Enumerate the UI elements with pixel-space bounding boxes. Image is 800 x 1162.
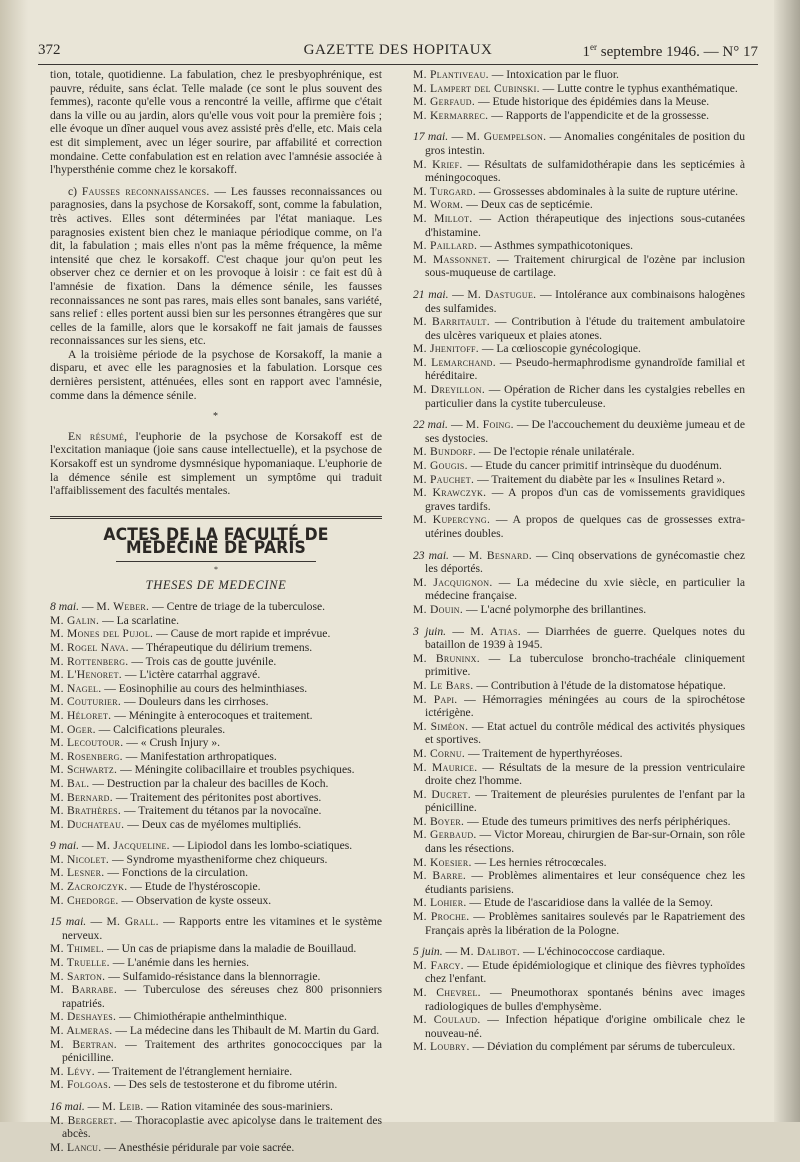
author-name: M. Lesner.	[50, 866, 105, 880]
thesis-title: — Lipiodol dans les lombo-sciatiques.	[169, 839, 353, 853]
thesis-title: — Action thérapeutique des injections sous-cutanées d'histamine.	[425, 211, 745, 239]
thesis-entry	[50, 1038, 382, 1065]
thesis-entry	[50, 627, 382, 641]
thesis-title: — Centre de triage de la tuberculose.	[149, 600, 326, 614]
thesis-entry	[50, 866, 382, 880]
heading-underline	[116, 561, 316, 562]
thesis-entry	[413, 747, 745, 761]
thesis-title: — Syndrome myastheniforme chez chiqueurs.	[109, 852, 328, 866]
thesis-title: — Observation de kyste osseux.	[118, 893, 272, 907]
thesis-title: — Les hernies rétrocœcales.	[471, 855, 607, 869]
thesis-entry	[413, 486, 745, 513]
thesis-title: — Etat actuel du contrôle médical des activités physiques et sportives.	[425, 719, 745, 747]
author-name: M. Truelle.	[50, 956, 110, 970]
author-name: M. Kermarrec.	[413, 108, 489, 122]
thesis-entry	[50, 695, 382, 709]
author-name: M. Coulaud.	[413, 1013, 481, 1027]
thesis-title: — La scarlatine.	[99, 613, 180, 627]
thesis-title: — Etude du cancer primitif intrinsèque du duodénum.	[467, 459, 722, 473]
thesis-entry	[50, 1024, 382, 1038]
issue-date-day: 1	[582, 44, 591, 60]
author-name: M. Atias.	[470, 624, 521, 638]
author-name: M. Papi.	[413, 692, 458, 706]
thesis-title: — Asthmes sympathicotoniques.	[477, 239, 634, 253]
thesis-entry	[50, 804, 382, 818]
section-double-rule	[50, 516, 382, 519]
page-number: 372	[38, 42, 61, 58]
thesis-entry	[413, 693, 745, 720]
thesis-entry	[413, 576, 745, 603]
thesis-day-group	[50, 600, 382, 831]
thesis-entry	[413, 342, 745, 356]
resume-body: l'euphorie de la psychose de Korsakoff est de l'excitation maniaque (joie sans cause intellectuelle), et la psychose de Korsakoff est un syndrome dysmnésique hypomaniaque. L'euphorie de la démence sénile est simplement un symptôme qui traduit l'affaiblissement des facultés mentales.	[50, 429, 383, 498]
thesis-entry	[50, 983, 382, 1010]
author-name: M. Oger.	[50, 722, 96, 736]
thesis-day-group	[413, 945, 745, 1054]
thesis-date: 16 mai.	[50, 1099, 85, 1113]
thesis-entry	[50, 777, 382, 791]
thesis-entry	[413, 198, 745, 212]
author-name: M. L'Henoret.	[50, 668, 122, 682]
thesis-entry	[413, 761, 745, 788]
thesis-title: — Des sels de testosterone et du fibrome utérin.	[111, 1078, 338, 1092]
author-name: M. Rottenberg.	[50, 654, 129, 668]
thesis-entry	[413, 185, 745, 199]
thesis-title: — Problèmes alimentaires et leur conséquence chez les étudiants parisiens.	[425, 869, 745, 896]
author-name: M. Proche.	[413, 910, 470, 924]
thesis-entry	[413, 856, 745, 870]
thesis-entry	[50, 750, 382, 764]
thesis-title: — La tuberculose broncho-trachéale cliniquement primitive.	[425, 651, 745, 679]
thesis-entry	[413, 720, 745, 747]
thesis-entry	[413, 253, 745, 280]
thesis-title: — Tuberculose des séreuses chez 800 prisonniers rapatriés.	[62, 983, 382, 1010]
thesis-date: 3 juin.	[413, 624, 447, 638]
thesis-title: — Chimiothérapie anthelminthique.	[116, 1010, 287, 1024]
thesis-title: — Anesthésie péridurale par voie sacrée.	[101, 1140, 295, 1154]
thesis-entry	[50, 655, 382, 669]
thesis-date: 17 mai.	[413, 130, 449, 144]
thesis-title: — Contribution à l'étude du traitement ambulatoire des ulcères variqueux et plaies atones.	[425, 315, 746, 342]
thesis-day-group	[413, 625, 745, 938]
thesis-title: — Manifestation arthropatiques.	[122, 749, 277, 763]
thesis-entry	[413, 68, 745, 82]
thesis-title: — Douleurs dans les cirrhoses.	[121, 695, 269, 709]
thesis-entry	[50, 668, 382, 682]
author-name: M. Galin.	[50, 613, 100, 627]
thesis-title: — Traitement des arthrites gonococciques par la pénicilline.	[62, 1037, 382, 1065]
author-name: M. Loubry.	[413, 1040, 470, 1054]
thesis-title: — La médecine dans les Thibault de M. Martin du Gard.	[112, 1024, 380, 1037]
thesis-title: — Trois cas de goutte juvénile.	[128, 654, 277, 668]
thesis-title: — Contribution à l'étude de la distomatose hépatique.	[473, 678, 726, 692]
thesis-title: — Traitement du tétanos par la novocaïne.	[121, 804, 322, 818]
author-name: M. Koesier.	[413, 855, 472, 869]
thesis-title: — Problèmes sanitaires soulevés par le Rapatriement des Français après la libération de la Pologne.	[425, 910, 745, 937]
author-name: M. Siméon.	[413, 719, 469, 733]
thesis-day-group	[50, 1100, 382, 1154]
thesis-title: — L'échinococcose cardiaque.	[520, 945, 666, 959]
thesis-title: — Thérapeutique du délirium tremens.	[128, 640, 313, 654]
author-name: M. Leib.	[102, 1099, 144, 1113]
spacer	[50, 177, 382, 185]
author-name: M. Jacquignon.	[413, 575, 493, 589]
author-name: M. Barritault.	[413, 315, 490, 329]
thesis-date: 15 mai.	[50, 915, 87, 929]
thesis-title: — L'ictère catarrhal aggravé.	[122, 668, 261, 682]
thesis-title: — Traitement des péritonites post abortives.	[112, 790, 322, 804]
paragraph-body: — Les fausses reconnaissances ou paragnosies, dans la psychose de Korsakoff, sont, comme la fabulation, très actives. Elles sont déterminées par l'état maniaque. Les paragnosies existent bien chez le maniaque périodique comme, on l'a dit, la fabulation ; mais elles n'ont pas la même fréquence, la même intensité que chez le korsakoff. C'est chaque jour qu'on peut les observer chez ce dernier et on les provoque à loisir : ce fait est dû à l'amnésie de fixation. Dans la démence sénile, les fausses reconnaissances ne sont pas rares, mais elles sont banales, sans variété, sans relief : elles portent aussi bien sur les personnes étrangères que sur celles de la famille, alors que le korsakoff ne fait jamais de fausses reconnaissances sur les siens, etc.	[50, 184, 382, 348]
author-name: M. Ducret.	[413, 787, 471, 801]
author-name: M. Dastugue.	[467, 287, 537, 301]
thesis-title: — Thoracoplastie avec apicolyse dans le traitement des abcès.	[62, 1113, 382, 1141]
thesis-entry	[413, 869, 745, 896]
author-name: M. Cornu.	[413, 746, 466, 760]
thesis-entry	[413, 986, 745, 1013]
author-name: M. Lemarchand.	[413, 355, 496, 369]
author-name: M. Massonnet.	[413, 252, 492, 266]
author-name: M. Lévy.	[50, 1064, 95, 1078]
thesis-title: — Traitement de l'étranglement herniaire.	[94, 1064, 293, 1078]
author-name: M. Héloret.	[50, 708, 112, 722]
author-name: M. Bruninx.	[413, 651, 480, 665]
thesis-title: — Hémorragies méningées au cours de la spirochétose ictérigène.	[425, 692, 745, 720]
thesis-entry: 21 mai. — M. Dastugue. — Intolérance aux combinaisons halogènes des sulfamides.	[413, 287, 746, 315]
thesis-title: — Lutte contre le typhus exanthématique.	[539, 81, 738, 95]
thesis-entry	[413, 828, 745, 855]
thesis-entry	[50, 880, 382, 894]
thesis-entry	[413, 315, 745, 342]
thesis-title: — Etude épidémiologique et clinique des fièvres typhoïdes chez l'enfant.	[425, 958, 745, 986]
author-name: M. Couturier.	[50, 695, 122, 709]
thesis-entry	[50, 723, 382, 737]
author-name: M. Barrabe.	[50, 983, 118, 997]
thesis-entry	[413, 109, 745, 123]
author-name: M. Dalibot.	[460, 945, 521, 959]
issue-date	[583, 42, 758, 61]
author-name: M. Douin.	[413, 602, 464, 616]
author-name: M. Krawczyk.	[413, 486, 487, 500]
theses-lead-entries	[413, 68, 745, 122]
thesis-title: — Résultats de sulfamidothérapie dans les septicémies à méningocoques.	[425, 157, 745, 185]
thesis-title: — Déviation du complément par sérums de tuberculeux.	[469, 1040, 736, 1054]
issue-date-suffix: er	[590, 42, 598, 52]
author-name: M. Lampert del Cubinski.	[413, 81, 540, 95]
thesis-title: — La cœlioscopie gynécologique.	[478, 342, 641, 356]
author-name: M. Chevrel.	[413, 986, 481, 999]
thesis-title: — A propos d'un cas de vomissements gravidiques graves tardifs.	[425, 486, 745, 513]
author-name: M. Bernard.	[50, 790, 113, 804]
right-column	[413, 68, 745, 1062]
thesis-date: 22 mai.	[413, 418, 448, 432]
author-name: M. Gerfaud.	[413, 95, 476, 109]
thesis-entry	[413, 459, 745, 473]
thesis-entry: 16 mai. — M. Leib. — Ration vitaminée des sous-mariniers.	[50, 1099, 333, 1113]
author-name: M. Pauchet.	[413, 472, 475, 486]
thesis-entry	[413, 239, 745, 253]
thesis-entry	[50, 791, 382, 805]
author-name: M. Nicolet.	[50, 852, 110, 866]
author-name: M. Besnard.	[468, 548, 532, 562]
author-name: M. Mones del Pujol.	[50, 627, 154, 641]
subheading-theses: THESES DE MEDECINE	[145, 577, 287, 592]
thesis-title: — Cause de mort rapide et imprévue.	[153, 627, 331, 641]
thesis-day-group	[413, 549, 745, 617]
article-continuation: tion, totale, quotidienne. La fabulation, chez le presbyophrénique, est pauvre, réduite, sans éclat. Telle malade (ce sont le plus souvent des femmes), raconte qu'elle vous a rencontré la veille, affirme que c'était dans la ville ou au jardin, alors qu'elle vous voit pour la première fois ; elle évoque un dîner auquel vous avez assisté près d'elle, etc. Mais cela est dit simplement, avec un léger sourire, par affabilité et correction mondaine. Cette confabulation est en relation avec l'amnésie associée à l'hypersthénie comme chez le korsakoff.	[50, 68, 382, 177]
thesis-entry	[413, 788, 745, 815]
thesis-title: — Opération de Richer dans les cystalgies rebelles en particulier dans la cystite tuberculeuse.	[425, 383, 745, 410]
thesis-title: — Traitement du diabète par les « Insulines Retard ».	[474, 472, 726, 486]
author-name: M. Paillard.	[413, 239, 478, 253]
author-name: M. Worm.	[413, 198, 464, 212]
author-name: M. Sarton.	[50, 969, 106, 983]
author-name: M. Weber.	[96, 600, 150, 614]
thesis-entry	[50, 818, 382, 832]
thesis-entry	[50, 736, 382, 750]
thesis-entry: 23 mai. — M. Besnard. — Cinq observations de gynécomastie chez les déportés.	[413, 548, 745, 576]
author-name: M. Duchateau.	[50, 817, 125, 831]
thesis-title: — Intolérance aux combinaisons halogènes des sulfamides.	[425, 287, 746, 315]
thesis-date: 21 mai.	[413, 287, 449, 301]
author-name: M. Bertran.	[50, 1037, 117, 1051]
thesis-title: — Victor Moreau, chirurgien de Bar-sur-Ornain, son rôle dans les résections.	[425, 828, 745, 856]
author-name: M. Gougis.	[413, 459, 468, 473]
thesis-title: — Cinq observations de gynécomastie chez les déportés.	[425, 548, 745, 576]
thesis-title: — Fonctions de la circulation.	[104, 866, 249, 880]
paragraph-troisieme-periode: A la troisième période de la psychose de Korsakoff, la manie a disparu, et avec elle les paragnosies et la fabulation. Lorsque ces dernières persistent, atténuées, elles sont en rapport avec l'amnésie, comme dans la démence sénile.	[50, 347, 382, 402]
author-name: M. Farcy.	[413, 958, 464, 972]
author-name: M. Rosenberg.	[50, 749, 123, 763]
theses-list-right	[413, 130, 745, 1054]
thesis-entry	[413, 158, 745, 185]
author-name: M. Deshayes.	[50, 1010, 117, 1024]
thesis-entry: 17 mai. — M. Guempelson. — Anomalies congénitales de position du gros intestin.	[413, 130, 746, 157]
thesis-title: — Sulfamido-résistance dans la blennorragie.	[105, 969, 321, 983]
thesis-title: — L'acné polymorphe des brillantines.	[463, 602, 647, 616]
thesis-day-group	[50, 915, 382, 1092]
thesis-title: — Rapports de l'appendicite et de la grossesse.	[488, 108, 709, 122]
author-name: M. Guempelson.	[466, 130, 547, 144]
thesis-entry	[413, 1013, 745, 1040]
author-name: M. Chedorge.	[50, 893, 119, 907]
thesis-entry: 9 mai. — M. Jacqueline. — Lipiodol dans les lombo-sciatiques.	[50, 839, 353, 853]
heading-star: *	[214, 565, 218, 574]
author-name: M. Jacqueline.	[96, 839, 170, 853]
thesis-day-group	[413, 288, 745, 410]
resume-title: En résumé,	[68, 429, 128, 443]
author-name: M. Maurice.	[413, 760, 478, 774]
thesis-entry	[413, 815, 745, 829]
thesis-entry	[413, 212, 745, 239]
thesis-title: — Rapports entre les vitamines et le système nerveux.	[62, 915, 383, 942]
author-name: M. Thimel.	[50, 942, 105, 956]
thesis-entry	[413, 603, 745, 617]
author-name: M. Lancu.	[50, 1140, 102, 1154]
thesis-entry: 22 mai. — M. Foing. — De l'accouchement du deuxième jumeau et de ses dystocies.	[413, 418, 746, 445]
author-name: M. Gerbaud.	[413, 828, 477, 842]
author-name: M. Lecoutour.	[50, 736, 124, 750]
left-column	[50, 68, 382, 1162]
thesis-title: — « Crush Injury ».	[123, 736, 221, 750]
author-name: M. Barre.	[413, 869, 467, 883]
author-name: M. Plantiveau.	[413, 68, 489, 81]
thesis-title: — Etude de l'hystéroscopie.	[127, 880, 261, 894]
thesis-title: — Un cas de priapisme dans la maladie de Bouillaud.	[104, 942, 357, 956]
author-name: M. Boyer.	[413, 814, 465, 828]
thesis-title: — Etude historique des épidémies dans la Meuse.	[475, 95, 710, 109]
author-name: M. Zacrojczyk.	[50, 880, 128, 894]
author-name: M. Turgard.	[413, 184, 476, 198]
thesis-entry	[50, 853, 382, 867]
thesis-entry	[413, 383, 745, 410]
author-name: M. Almeras.	[50, 1024, 113, 1037]
paragraph-fausses-reconnaissances	[50, 185, 382, 348]
author-name: M. Dreyillon.	[413, 383, 486, 397]
author-name: M. Brathères.	[50, 804, 122, 818]
thesis-title: — Eosinophilie au cours des helminthiases.	[101, 681, 308, 695]
thesis-title: — Pneumothorax spontanés bénins avec images radiologiques de bulles d'emphysème.	[425, 986, 745, 1013]
thesis-entry	[50, 942, 382, 956]
thesis-title: — Ration vitaminée des sous-mariniers.	[143, 1099, 333, 1113]
thesis-title: — Deux cas de septicémie.	[463, 198, 593, 212]
author-name: M. Nagel.	[50, 681, 102, 695]
author-name: M. Bergeret.	[50, 1113, 117, 1127]
author-name: M. Jhenitoff.	[413, 342, 479, 356]
thesis-title: — Grossesses abdominales à la suite de rupture utérine.	[475, 184, 739, 198]
thesis-entry	[50, 1065, 382, 1079]
thesis-title: — Etude de l'ascaridiose dans la vallée de la Semoy.	[466, 896, 713, 910]
thesis-entry	[50, 709, 382, 723]
thesis-title: — Méningite colibacillaire et troubles psychiques.	[117, 763, 355, 777]
thesis-title: — Deux cas de myélomes multipliés.	[124, 817, 302, 831]
thesis-title: — Traitement de pleurésies purulentes de l'enfant par la pénicilline.	[425, 787, 745, 815]
thesis-title: — La médecine du xvie siècle, en particulier la médecine française.	[425, 575, 745, 603]
thesis-title: — Méningite à enterocoques et traitement.	[111, 708, 313, 722]
thesis-entry	[413, 959, 745, 986]
thesis-title: — Anomalies congénitales de position du gros intestin.	[425, 130, 746, 157]
author-name: M. Foing.	[465, 418, 514, 432]
thesis-entry: 15 mai. — M. Grall. — Rapports entre les vitamines et le système nerveux.	[50, 915, 383, 942]
paragraph-resume	[50, 430, 382, 498]
thesis-entry	[413, 513, 745, 540]
author-name: M. Grall.	[106, 915, 159, 929]
thesis-entry	[50, 970, 382, 984]
thesis-title: — Intoxication par le fluor.	[488, 68, 619, 81]
thesis-entry	[50, 894, 382, 908]
author-name: M. Bal.	[50, 776, 90, 790]
author-name: M. Schwartz.	[50, 763, 118, 777]
thesis-title: — Infection hépatique d'origine ombilicale chez le nouveau-né.	[425, 1013, 745, 1040]
author-name: M. Kupercyng.	[413, 513, 491, 527]
thesis-entry: 5 juin. — M. Dalibot. — L'échinococcose cardiaque.	[413, 945, 666, 959]
thesis-entry	[413, 910, 745, 937]
thesis-title: — De l'accouchement du deuxième jumeau et de ses dystocies.	[425, 418, 746, 445]
thesis-title: — De l'ectopie rénale unilatérale.	[475, 445, 635, 459]
thesis-entry	[50, 1141, 382, 1155]
thesis-title: — Etude des tumeurs primitives des nerfs périphériques.	[464, 814, 731, 828]
thesis-entry	[50, 1010, 382, 1024]
header-rule	[38, 64, 758, 65]
thesis-entry	[413, 356, 745, 383]
thesis-title: — Pseudo-hermaphrodisme gynandroïde familial et héréditaire.	[425, 355, 745, 383]
thesis-day-group	[50, 839, 382, 907]
thesis-title: — Calcifications pleurales.	[95, 722, 226, 736]
thesis-day-group	[413, 418, 745, 540]
thesis-entry	[50, 763, 382, 777]
author-name: M. Rogel Nava.	[50, 640, 129, 654]
thesis-day-group	[413, 130, 745, 280]
thesis-date: 9 mai.	[50, 839, 79, 853]
thesis-entry	[413, 679, 745, 693]
thesis-title: — Résultats de la mesure de la pression ventriculaire droite chez l'homme.	[425, 760, 745, 788]
thesis-title: — Diarrhées de guerre. Quelques notes du bataillon de 1939 à 1945.	[425, 624, 746, 652]
thesis-entry	[50, 641, 382, 655]
thesis-title: — A propos de quelques cas de grossesses extra-utérines doubles.	[425, 513, 745, 540]
thesis-entry	[413, 896, 745, 910]
author-name: M. Folgoas.	[50, 1078, 112, 1092]
section-stars: *	[213, 411, 219, 423]
thesis-entry	[413, 473, 745, 487]
thesis-date: 5 juin.	[413, 945, 443, 959]
thesis-title: — L'anémie dans les hernies.	[109, 956, 250, 970]
thesis-entry	[50, 956, 382, 970]
thesis-title: — Traitement de hyperthyréoses.	[465, 746, 623, 760]
author-name: M. Bundorf.	[413, 445, 476, 459]
thesis-entry: 3 juin. — M. Atias. — Diarrhées de guerre. Quelques notes du bataillon de 1939 à 1945.	[413, 624, 746, 652]
thesis-entry	[413, 95, 745, 109]
author-name: M. Krief.	[413, 157, 463, 171]
theses-list-left	[50, 600, 382, 1154]
thesis-entry	[413, 82, 745, 96]
author-name: M. Lohier.	[413, 896, 467, 910]
thesis-entry	[413, 1040, 745, 1054]
section-heading: ACTES DE LA FACULTÉ DE MÉDECINE DE PARIS	[103, 524, 329, 559]
journal-title: GAZETTE DES HOPITAUX	[303, 42, 493, 58]
author-name: M. Millot.	[413, 211, 473, 225]
author-name: M. Le Bars.	[413, 678, 474, 692]
thesis-title: — Destruction par la chaleur des bacilles de Koch.	[89, 776, 329, 790]
paragraph-title: Fausses reconnaissances.	[81, 184, 210, 198]
thesis-entry	[50, 682, 382, 696]
thesis-entry	[50, 1114, 382, 1141]
issue-date-rest: septembre 1946. — N° 17	[597, 44, 758, 60]
thesis-entry	[413, 445, 745, 459]
thesis-title: — Traitement chirurgical de l'ozène par inclusion sous-muqueuse de cartilage.	[425, 252, 745, 280]
thesis-date: 23 mai.	[413, 548, 449, 562]
thesis-date: 8 mai.	[50, 600, 79, 614]
thesis-entry	[50, 614, 382, 628]
thesis-entry	[50, 1078, 382, 1092]
item-letter: c)	[68, 184, 78, 198]
thesis-entry	[413, 652, 745, 679]
thesis-entry: 8 mai. — M. Weber. — Centre de triage de la tuberculose.	[50, 600, 326, 614]
